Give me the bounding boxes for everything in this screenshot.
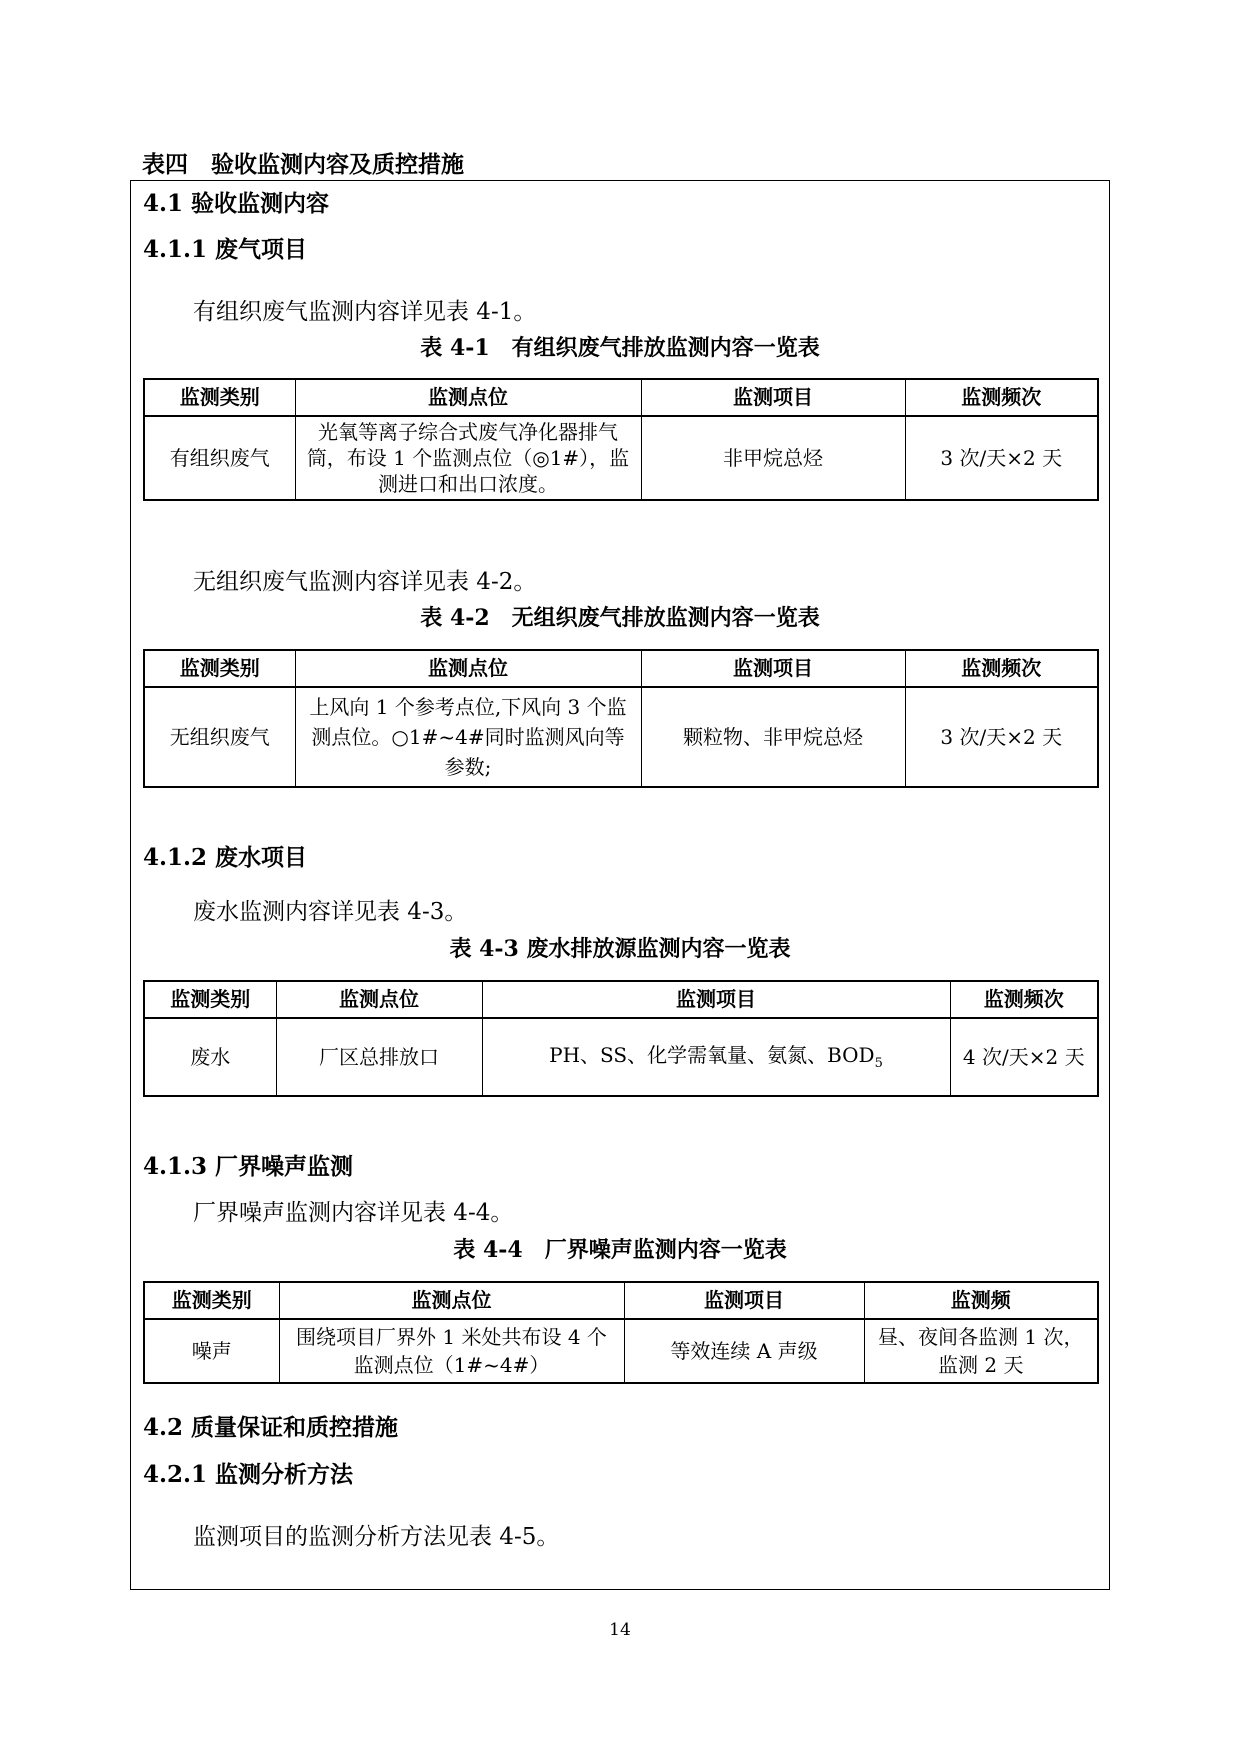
monitoring-items-text: PH、SS、化学需氧量、氨氮、BOD xyxy=(549,1042,875,1067)
content-frame xyxy=(130,180,1110,1590)
table-cell: 4 次/天×2 天 xyxy=(950,1018,1098,1096)
table-cell xyxy=(482,1018,950,1096)
table-4-1 xyxy=(143,378,1099,501)
paragraph-unorganized-gas: 无组织废气监测内容详见表 4-2。 xyxy=(193,569,537,595)
section-4-1-3-heading: 4.1.3 厂界噪声监测 xyxy=(143,1153,354,1180)
paragraph-wastewater: 废水监测内容详见表 4-3。 xyxy=(193,899,468,925)
table-row xyxy=(144,687,1098,787)
table-header-row xyxy=(144,1282,1098,1319)
table-row xyxy=(144,1319,1098,1383)
paragraph-noise: 厂界噪声监测内容详见表 4-4。 xyxy=(193,1200,514,1226)
paragraph-organized-gas: 有组织废气监测内容详见表 4-1。 xyxy=(193,299,537,325)
section-4-1-1-heading: 4.1.1 废气项目 xyxy=(143,236,308,263)
table-cell: 3 次/天×2 天 xyxy=(905,416,1098,500)
section-4-1-2-heading: 4.1.2 废水项目 xyxy=(143,844,308,871)
table-cell: 昼、夜间各监测 1 次，监测 2 天 xyxy=(864,1319,1098,1383)
header-cell: 监测频次 xyxy=(950,981,1098,1018)
header-cell: 监测类别 xyxy=(144,379,295,416)
table-4-3 xyxy=(143,980,1099,1097)
table-header-row xyxy=(144,981,1098,1018)
header-cell: 监测频次 xyxy=(905,379,1098,416)
header-cell: 监测项目 xyxy=(624,1282,864,1319)
header-cell: 监测频 xyxy=(864,1282,1098,1319)
paragraph-analysis-methods: 监测项目的监测分析方法见表 4-5。 xyxy=(193,1524,560,1550)
table-cell: 3 次/天×2 天 xyxy=(905,687,1098,787)
bod-subscript: 5 xyxy=(874,1055,883,1071)
table-row xyxy=(144,1018,1098,1096)
table-header-row xyxy=(144,379,1098,416)
page-number: 14 xyxy=(609,1620,631,1640)
table-cell: 噪声 xyxy=(144,1319,279,1383)
header-cell: 监测类别 xyxy=(144,981,276,1018)
header-cell: 监测项目 xyxy=(641,379,905,416)
table-cell: 厂区总排放口 xyxy=(276,1018,482,1096)
page-heading: 表四 验收监测内容及质控措施 xyxy=(142,151,464,178)
table-4-2-caption: 表 4-2 无组织废气排放监测内容一览表 xyxy=(420,605,820,631)
header-cell: 监测点位 xyxy=(276,981,482,1018)
section-4-1-heading: 4.1 验收监测内容 xyxy=(143,190,330,217)
section-4-2-heading: 4.2 质量保证和质控措施 xyxy=(143,1414,399,1441)
table-4-4 xyxy=(143,1281,1099,1384)
table-cell: 围绕项目厂界外 1 米处共布设 4 个监测点位（1#~4#） xyxy=(279,1319,624,1383)
table-row xyxy=(144,416,1098,500)
header-cell: 监测点位 xyxy=(295,650,641,687)
table-cell: 废水 xyxy=(144,1018,276,1096)
table-cell: 无组织废气 xyxy=(144,687,295,787)
table-4-3-caption: 表 4-3 废水排放源监测内容一览表 xyxy=(449,936,791,962)
table-4-1-caption: 表 4-1 有组织废气排放监测内容一览表 xyxy=(420,335,820,361)
header-cell: 监测类别 xyxy=(144,650,295,687)
section-4-2-1-heading: 4.2.1 监测分析方法 xyxy=(143,1461,354,1488)
header-cell: 监测点位 xyxy=(279,1282,624,1319)
header-cell: 监测类别 xyxy=(144,1282,279,1319)
header-cell: 监测点位 xyxy=(295,379,641,416)
table-header-row xyxy=(144,650,1098,687)
header-cell: 监测项目 xyxy=(482,981,950,1018)
header-cell: 监测项目 xyxy=(641,650,905,687)
table-cell: 上风向 1 个参考点位,下风向 3 个监测点位。○1#~4#同时监测风向等参数; xyxy=(295,687,641,787)
table-cell: 光氧等离子综合式废气净化器排气筒，布设 1 个监测点位（◎1#），监测进口和出口浓度。 xyxy=(295,416,641,500)
table-cell: 非甲烷总烃 xyxy=(641,416,905,500)
table-cell: 有组织废气 xyxy=(144,416,295,500)
table-cell: 颗粒物、非甲烷总烃 xyxy=(641,687,905,787)
header-cell: 监测频次 xyxy=(905,650,1098,687)
table-4-2 xyxy=(143,649,1099,788)
table-cell: 等效连续 A 声级 xyxy=(624,1319,864,1383)
table-4-4-caption: 表 4-4 厂界噪声监测内容一览表 xyxy=(453,1237,787,1263)
